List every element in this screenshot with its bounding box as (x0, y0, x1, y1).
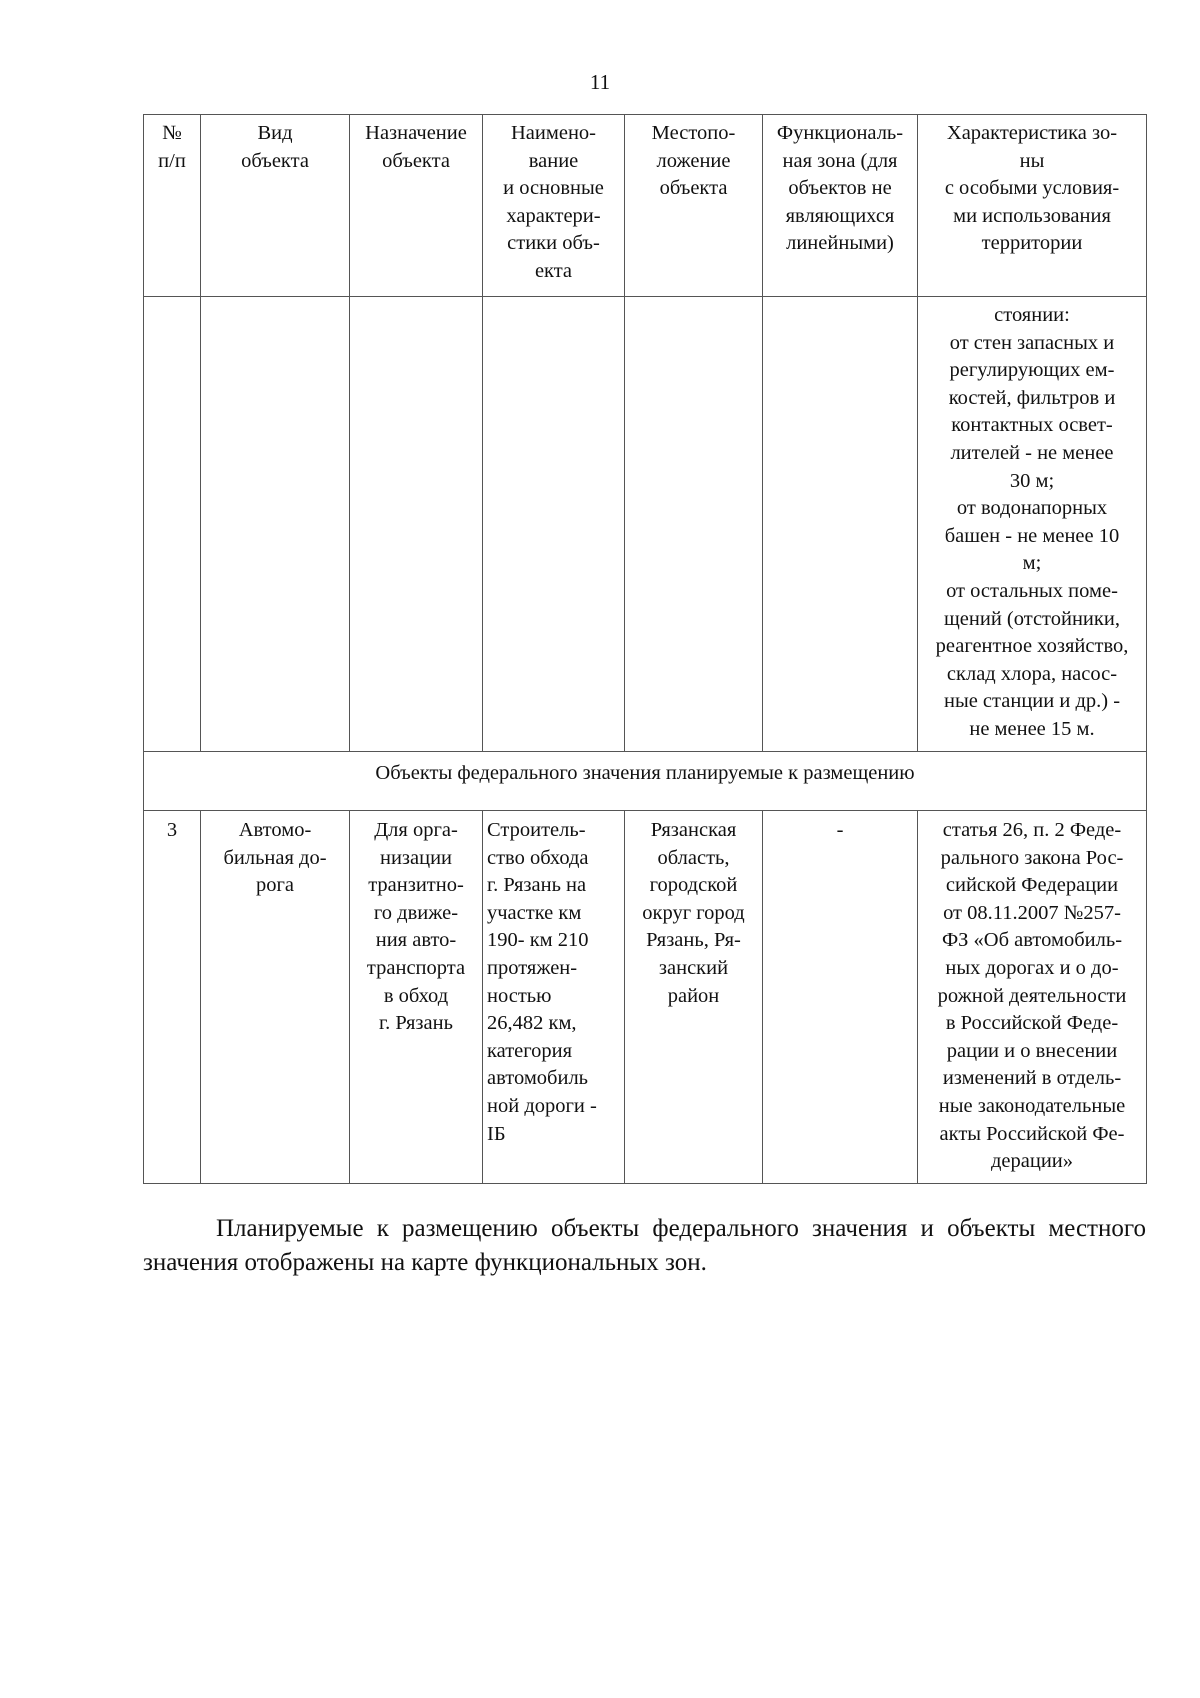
table-cell (350, 297, 483, 752)
row3-functional-zone: - (763, 811, 918, 1184)
table-cell-zone-continuation: стоянии: от стен запасных и регулирующих ем- костей, фильтров и контактных освет- лителей - не менее 30 м; от водонапорных башен - не менее 10 м; от остальных поме- щений (отстойники, реагентное хозяйство, склад хлора, насос- ные станции и др.) - не менее 15 м. (918, 297, 1147, 752)
row3-object-type: Автомо- бильная до- рога (201, 811, 350, 1184)
row3-purpose: Для орга- низации транзитно- го движе- ния авто- транспорта в обход г. Рязань (350, 811, 483, 1184)
row3-number: 3 (144, 811, 201, 1184)
header-functional-zone: Функциональ- ная зона (для объектов не являющихся линейными) (763, 115, 918, 297)
table-section-row (144, 752, 1147, 811)
table-cell (483, 297, 625, 752)
header-name-characteristics: Наимено- вание и основные характери- стики объ- екта (483, 115, 625, 297)
table-cell (201, 297, 350, 752)
section-title: Объекты федерального значения планируемые к размещению (144, 752, 1147, 811)
header-zone-characteristics: Характеристика зо- ны с особыми условия- ми использования территории (918, 115, 1147, 297)
header-location: Местопо- ложение объекта (625, 115, 763, 297)
table-cell (763, 297, 918, 752)
row3-name-characteristics: Строитель- ство обхода г. Рязань на участке км 190- км 210 протяжен- ностью 26,482 км, категория автомобиль ной дороги - IБ (483, 811, 625, 1184)
header-object-type: Вид объекта (201, 115, 350, 297)
row3-zone-characteristics: статья 26, п. 2 Феде- рального закона Рос- сийской Федерации от 08.11.2007 №257- ФЗ «Об автомобиль- ных дорогах и о до- рожной деятельности в Российской Феде- рации и о внесении изменений в отдель- ные законодательные акты Российской Фе- дерации» (918, 811, 1147, 1184)
table-cell (144, 297, 201, 752)
body-paragraph: Планируемые к размещению объекты федерального значения и объекты местного значения отображены на карте функциональных зон. (143, 1215, 1146, 1276)
row3-location: Рязанская область, городской округ город Рязань, Ря- занский район (625, 811, 763, 1184)
table-cell (625, 297, 763, 752)
table-header-row (144, 115, 1147, 297)
header-number: № п/п (144, 115, 201, 297)
table-row-3 (144, 811, 1147, 1184)
objects-table (143, 114, 1147, 1184)
page-number: 11 (589, 70, 611, 94)
header-purpose: Назначение объекта (350, 115, 483, 297)
table-row-continuation (144, 297, 1147, 752)
